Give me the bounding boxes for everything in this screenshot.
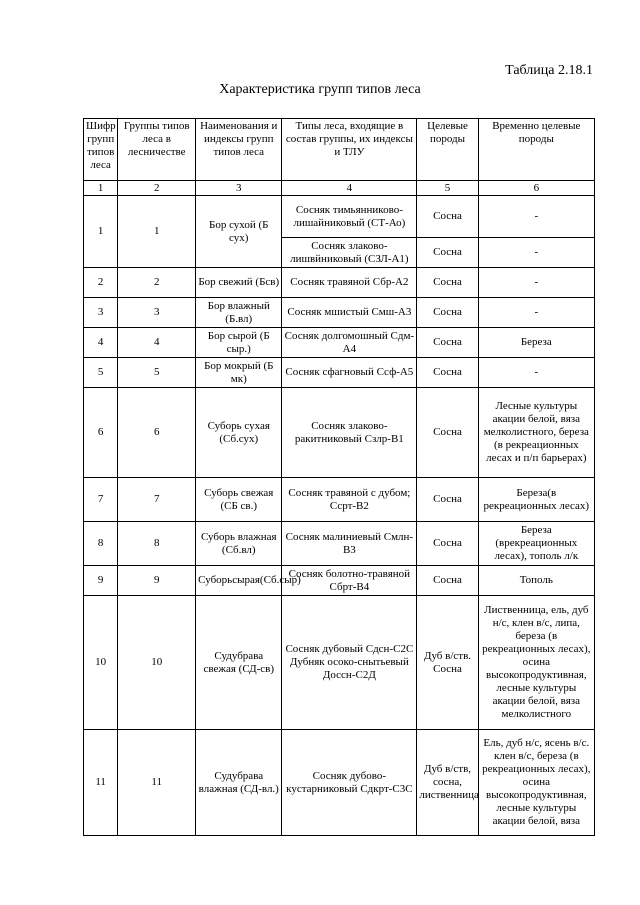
cell-type: Сосняк травяной с дубом; Ссрт-В2 xyxy=(282,478,417,522)
cell-name: Суборьсырая(Сб.сыр) xyxy=(196,566,282,596)
header-types: Типы леса, входящие в состав группы, их индексы и ТЛУ xyxy=(282,119,417,181)
table-row xyxy=(84,328,595,358)
column-number: 6 xyxy=(478,181,594,196)
cell-type: Сосняк долгомошный Сдм-А4 xyxy=(282,328,417,358)
cell-temporary: Береза(в рекреационных лесах) xyxy=(478,478,594,522)
cell-type: Сосняк злаково-ракитниковый Сзлр-В1 xyxy=(282,388,417,478)
cell-type: Сосняк тимьянниково-лишайниковый (СТ-Ао) xyxy=(282,196,417,238)
cell-code: 2 xyxy=(84,268,118,298)
cell-type: Сосняк злаково-лишвйниковый (СЗЛ-А1) xyxy=(282,238,417,268)
column-number: 3 xyxy=(196,181,282,196)
header-group: Группы типов леса в лесничестве xyxy=(118,119,196,181)
cell-name: Бор сырой (Б сыр.) xyxy=(196,328,282,358)
header-row xyxy=(84,119,595,181)
table-row xyxy=(84,522,595,566)
cell-temporary: - xyxy=(478,196,594,238)
cell-type: Сосняк дубовый Сдсн-С2С Дубняк осоко-снытьевый Доссн-С2Д xyxy=(282,596,417,730)
cell-type: Сосняк мшистый Смш-А3 xyxy=(282,298,417,328)
cell-code: 1 xyxy=(84,196,118,268)
cell-group: 10 xyxy=(118,596,196,730)
header-target-species: Целевые породы xyxy=(417,119,478,181)
cell-code: 4 xyxy=(84,328,118,358)
cell-name: Суборь сухая (Сб.сух) xyxy=(196,388,282,478)
cell-code: 3 xyxy=(84,298,118,328)
cell-group: 9 xyxy=(118,566,196,596)
cell-target: Сосна xyxy=(417,196,478,238)
cell-target: Сосна xyxy=(417,328,478,358)
cell-target: Сосна xyxy=(417,566,478,596)
column-number: 1 xyxy=(84,181,118,196)
table-row xyxy=(84,196,595,238)
cell-name: Бор свежий (Бсв) xyxy=(196,268,282,298)
header-code: Шифр групп типов леса xyxy=(84,119,118,181)
table-row xyxy=(84,358,595,388)
cell-type: Сосняк малиниевый Смлн-В3 xyxy=(282,522,417,566)
column-number: 5 xyxy=(417,181,478,196)
cell-temporary: - xyxy=(478,238,594,268)
cell-name: Бор сухой (Б сух) xyxy=(196,196,282,268)
cell-type: Сосняк травяной Сбр-А2 xyxy=(282,268,417,298)
cell-target: Дуб в/ств. Сосна xyxy=(417,596,478,730)
table-row xyxy=(84,298,595,328)
table-number-label: Таблица 2.18.1 xyxy=(505,63,593,78)
cell-name: Суборь свежая (СБ св.) xyxy=(196,478,282,522)
column-number-row xyxy=(84,181,595,196)
cell-target: Дуб в/ств, сосна, лиственница xyxy=(417,730,478,836)
table-row xyxy=(84,730,595,836)
cell-temporary: Береза (врекреационных лесах), тополь л/к xyxy=(478,522,594,566)
cell-group: 5 xyxy=(118,358,196,388)
cell-temporary: Лесные культуры акации белой, вяза мелколистного, береза (в рекреационных лесах и п/п барьерах) xyxy=(478,388,594,478)
cell-name: Судубрава влажная (СД-вл.) xyxy=(196,730,282,836)
cell-target: Сосна xyxy=(417,522,478,566)
cell-target: Сосна xyxy=(417,388,478,478)
cell-group: 4 xyxy=(118,328,196,358)
cell-group: 3 xyxy=(118,298,196,328)
cell-group: 7 xyxy=(118,478,196,522)
table-row xyxy=(84,388,595,478)
cell-temporary: - xyxy=(478,268,594,298)
header-temporary-species: Временно целевые породы xyxy=(478,119,594,181)
cell-target: Сосна xyxy=(417,238,478,268)
cell-group: 8 xyxy=(118,522,196,566)
cell-code: 7 xyxy=(84,478,118,522)
cell-name: Бор мокрый (Б мк) xyxy=(196,358,282,388)
cell-code: 6 xyxy=(84,388,118,478)
cell-group: 11 xyxy=(118,730,196,836)
cell-code: 11 xyxy=(84,730,118,836)
cell-temporary: - xyxy=(478,298,594,328)
cell-name: Суборь влажная (Сб.вл) xyxy=(196,522,282,566)
table-row xyxy=(84,566,595,596)
cell-group: 2 xyxy=(118,268,196,298)
cell-temporary: Тополь xyxy=(478,566,594,596)
column-number: 2 xyxy=(118,181,196,196)
cell-temporary: - xyxy=(478,358,594,388)
header-name: Наименования и индексы групп типов леса xyxy=(196,119,282,181)
cell-type: Сосняк сфагновый Ссф-А5 xyxy=(282,358,417,388)
table-row xyxy=(84,478,595,522)
cell-target: Сосна xyxy=(417,358,478,388)
forest-types-table xyxy=(83,118,595,836)
table-row xyxy=(84,596,595,730)
table-row xyxy=(84,268,595,298)
cell-name: Бор влажный (Б.вл) xyxy=(196,298,282,328)
cell-target: Сосна xyxy=(417,298,478,328)
cell-name: Судубрава свежая (СД-св) xyxy=(196,596,282,730)
cell-temporary: Береза xyxy=(478,328,594,358)
cell-code: 10 xyxy=(84,596,118,730)
cell-code: 9 xyxy=(84,566,118,596)
cell-code: 8 xyxy=(84,522,118,566)
cell-group: 1 xyxy=(118,196,196,268)
table-caption: Характеристика групп типов леса xyxy=(219,82,421,97)
column-number: 4 xyxy=(282,181,417,196)
cell-target: Сосна xyxy=(417,478,478,522)
cell-type: Сосняк болотно-травяной Сбрт-В4 xyxy=(282,566,417,596)
cell-temporary: Ель, дуб н/с, ясень в/с. клен в/с, береза (в рекреационных лесах), осина высокопродуктивная, лесные культуры акации белой, вяза xyxy=(478,730,594,836)
cell-group: 6 xyxy=(118,388,196,478)
cell-code: 5 xyxy=(84,358,118,388)
cell-temporary: Лиственница, ель, дуб н/с, клен в/с, липа, береза (в рекреационных лесах), осина высокопродуктивная, лесные культуры акации белой, вяза мелколистного xyxy=(478,596,594,730)
cell-target: Сосна xyxy=(417,268,478,298)
cell-type: Сосняк дубово-кустарниковый Сдкрт-С3С xyxy=(282,730,417,836)
